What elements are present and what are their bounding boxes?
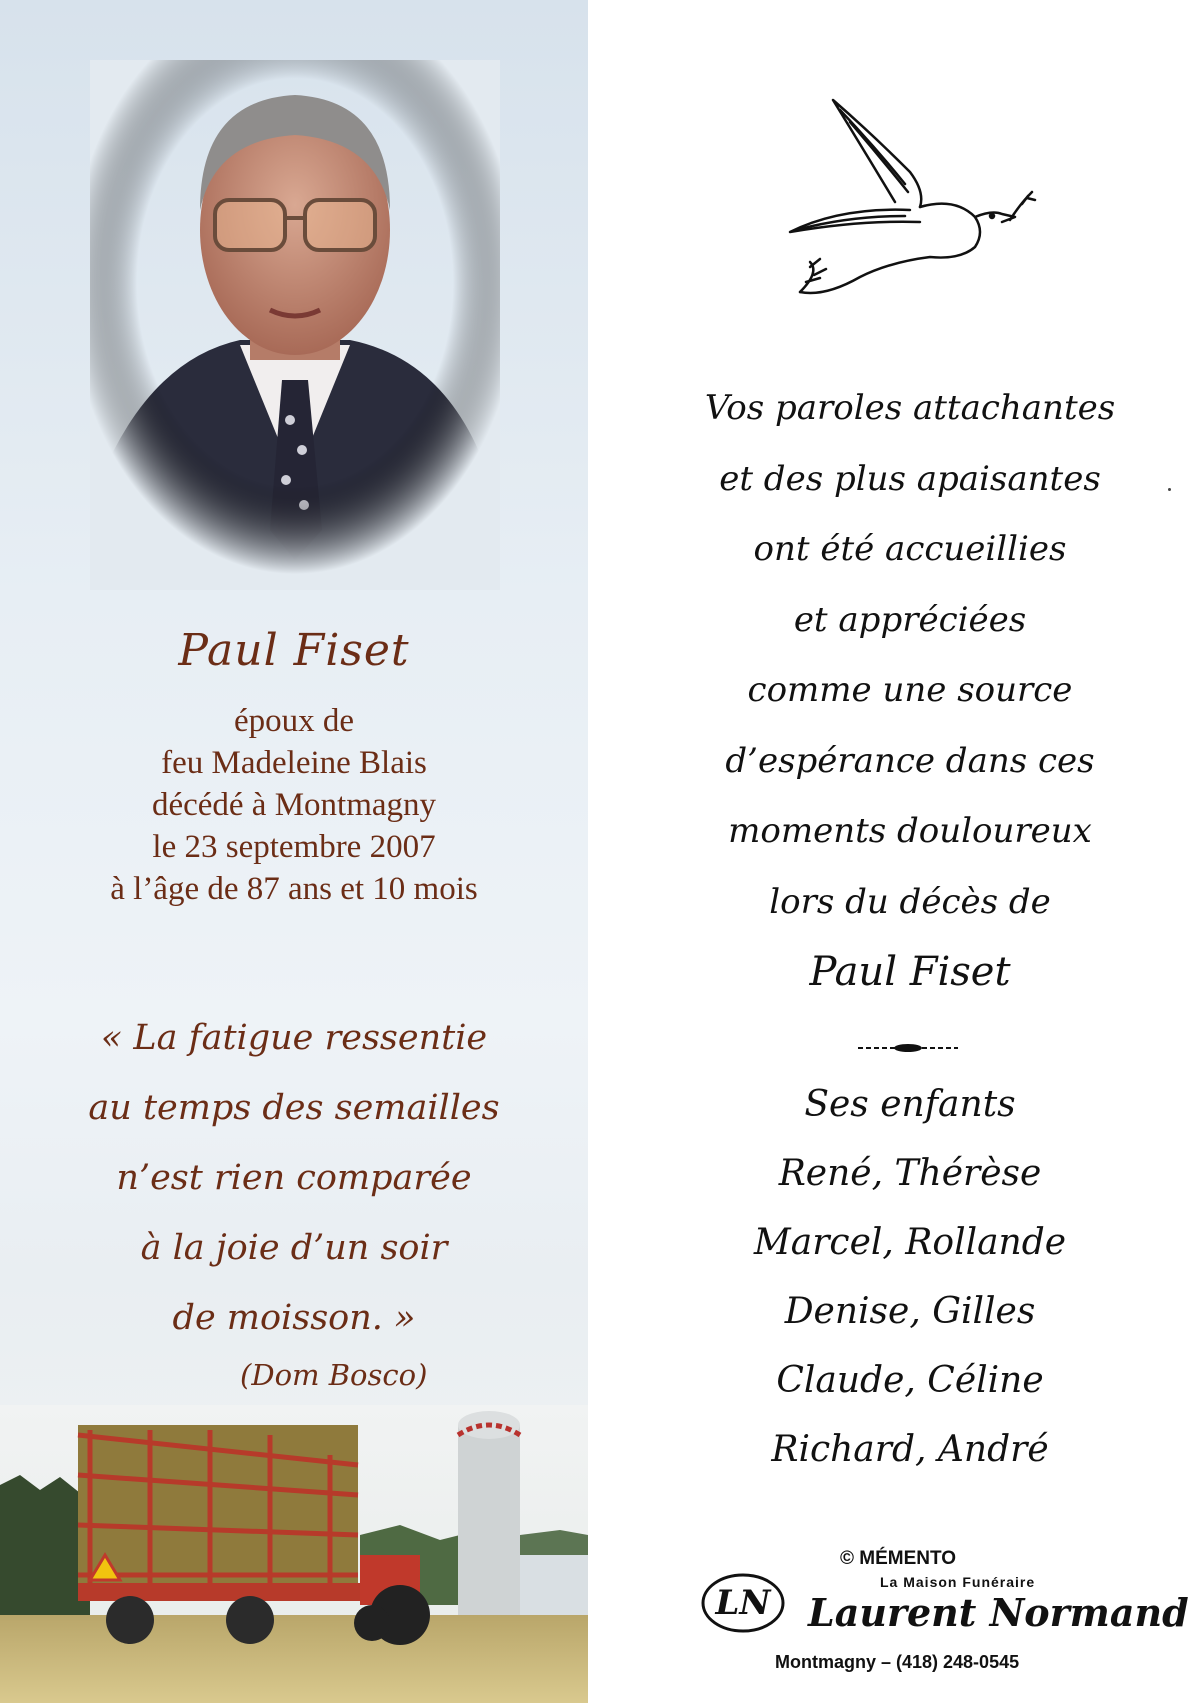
deceased-name-signature: Paul Fiset <box>809 949 1011 995</box>
children-line: Marcel, Rollande <box>753 1222 1067 1263</box>
children-list <box>640 1070 1180 1484</box>
ornamental-divider <box>858 1042 958 1054</box>
quote-line: au temps des semailles <box>88 1088 500 1128</box>
bio-line: à l’âge de 87 ans et 10 mois <box>110 871 478 907</box>
quote-line: à la joie d’un soir <box>140 1228 448 1268</box>
poem <box>640 373 1180 1008</box>
memorial-card-front <box>0 0 588 1703</box>
poem-line: moments douloureux <box>728 811 1092 851</box>
svg-text:LN: LN <box>715 1583 771 1623</box>
biography <box>0 700 588 910</box>
poem-line: comme une source <box>747 670 1073 710</box>
portrait-photo <box>90 60 500 590</box>
funeral-home-name: Laurent Normand <box>808 1590 1189 1635</box>
quote-author: (Dom Bosco) <box>240 1358 428 1392</box>
funeral-home-phone: Montmagny – (418) 248-0545 <box>775 1652 1020 1672</box>
children-heading: Ses enfants <box>804 1084 1016 1125</box>
poem-line: et appréciées <box>793 599 1027 640</box>
bio-line: décédé à Montmagny <box>151 787 437 823</box>
poem-line: lors du décès de <box>769 881 1051 922</box>
poem-line: et des plus apaisantes <box>719 458 1101 499</box>
quote <box>0 1003 588 1353</box>
poem-line: d’espérance dans ces <box>725 740 1095 781</box>
children-line: Richard, André <box>771 1429 1049 1470</box>
poem-line: Vos paroles attachantes <box>704 388 1116 428</box>
bio-line: le 23 septembre 2007 <box>152 829 436 865</box>
bio-line: époux de <box>233 703 355 739</box>
farm-photo <box>0 1405 588 1703</box>
deceased-name: Paul Fiset <box>178 625 410 676</box>
quote-line: n’est rien comparée <box>116 1158 472 1198</box>
bio-line: feu Madeleine Blais <box>161 745 427 781</box>
funeral-home-label: La Maison Funéraire <box>880 1574 1036 1590</box>
funeral-home-logo <box>688 1568 798 1638</box>
scan-speck <box>1168 488 1171 491</box>
poem-line: ont été accueillies <box>753 529 1067 569</box>
children-line: René, Thérèse <box>778 1153 1042 1194</box>
quote-line: de moisson. » <box>172 1298 416 1338</box>
children-line: Claude, Céline <box>776 1360 1044 1401</box>
memento-credit: © MÉMENTO <box>840 1548 957 1569</box>
dove-icon <box>770 92 1040 317</box>
quote-line: « La fatigue ressentie <box>100 1018 488 1058</box>
children-line: Denise, Gilles <box>784 1291 1036 1332</box>
